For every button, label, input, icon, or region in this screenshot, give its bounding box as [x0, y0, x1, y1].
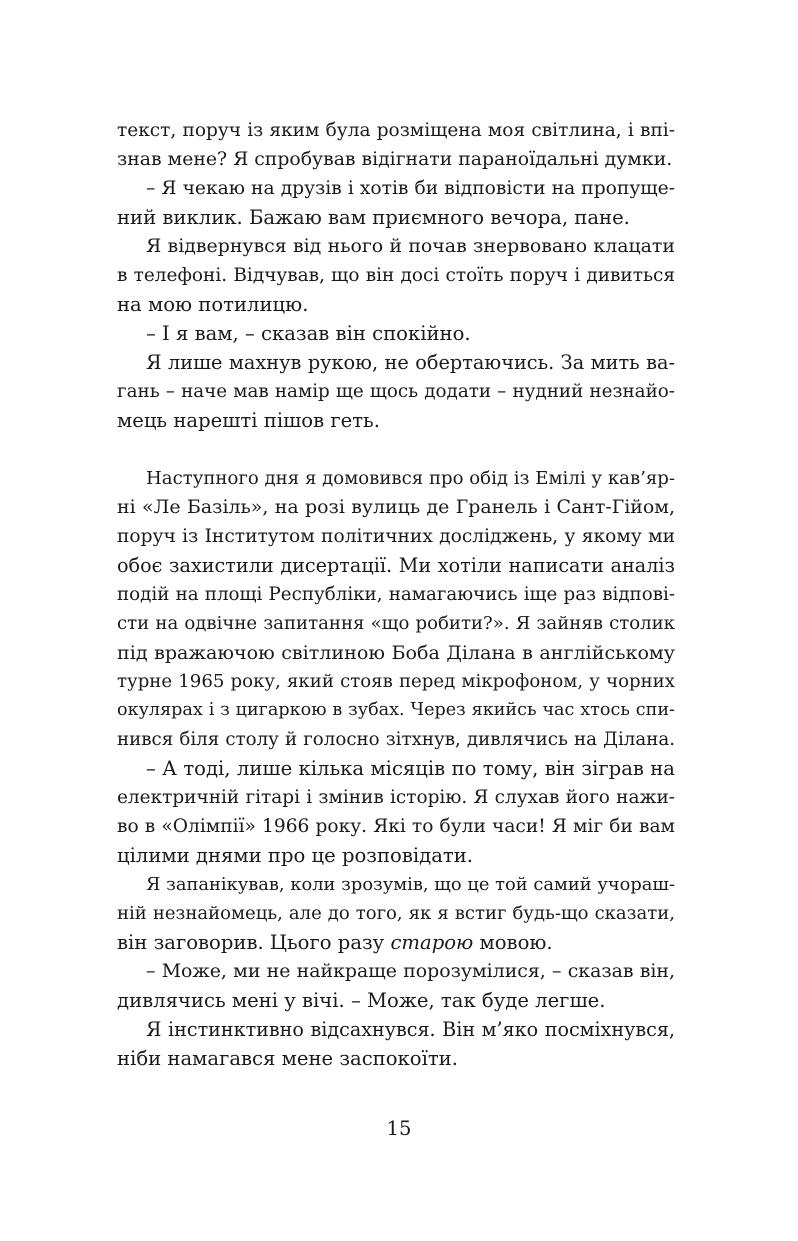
- text-run: турне 1965 року, який стояв перед мікрофоном, у чорних: [117, 671, 675, 692]
- text-run: Я інстинктивно відсахнувся. Він м’яко посміхнувся,: [146, 1018, 675, 1041]
- text-line: [117, 290, 675, 319]
- text-run: – І я вам, – сказав він спокійно.: [146, 322, 471, 345]
- italic-word: старою: [390, 931, 474, 954]
- text-run: електричній гітарі і змінив історію. Я слухав його нажи-: [117, 787, 675, 808]
- text-run: окулярах і з цигаркою в зубах. Через якийсь час хтось спи-: [117, 700, 675, 720]
- paragraph: [117, 870, 675, 957]
- paragraph: [117, 464, 675, 754]
- text-line: [117, 696, 675, 725]
- paragraph: [117, 174, 675, 232]
- text-run: – Я чекаю на друзів і хотів би відповісти на пропуще-: [146, 178, 675, 199]
- paragraph: [117, 1015, 675, 1073]
- text-line: [117, 377, 675, 406]
- text-run: во в «Олімпії» 1966 року. Які то були часи! Я міг би вам: [117, 816, 675, 837]
- paragraph: [117, 116, 675, 174]
- text-run: Я лише махнув рукою, не обертаючись. За мить ва-: [146, 351, 675, 374]
- text-run: Я відвернувся від нього й почав знервовано клацати: [146, 235, 675, 257]
- text-line: [117, 1044, 675, 1073]
- text-run: – Може, ми не найкраще порозумілися, – сказав він,: [146, 960, 675, 982]
- text-line: [117, 261, 675, 290]
- text-line: [117, 203, 675, 232]
- text-line: [117, 986, 675, 1015]
- paragraph: [117, 957, 675, 1015]
- text-line: [117, 1015, 675, 1044]
- text-run: він заговорив. Цього разу: [117, 931, 391, 954]
- text-line: [117, 580, 675, 609]
- text-line: [117, 145, 675, 174]
- text-run: текст, поруч із яким була розміщена моя світлина, і впі-: [117, 120, 675, 141]
- text-line: [117, 870, 675, 899]
- text-run: знав мене? Я спробував відігнати параноїдальні думки.: [117, 149, 673, 170]
- text-line: [117, 174, 675, 203]
- text-line: [117, 783, 675, 812]
- text-line: [117, 899, 675, 928]
- section-break: [117, 435, 675, 464]
- text-line: [117, 493, 675, 522]
- text-run: мовою.: [473, 931, 553, 954]
- text-run: дивлячись мені у вічі. – Може, так буде легше.: [117, 989, 606, 1012]
- text-run: подій на площі Республіки, намагаючись іще раз відпові-: [117, 584, 675, 605]
- text-line: [117, 754, 675, 783]
- text-line: [117, 522, 675, 551]
- text-line: [117, 841, 675, 870]
- text-line: [117, 116, 675, 145]
- text-run: сти на одвічне запитання «що робити?». Я зайняв столик: [117, 613, 675, 634]
- text-run: на мою потилицю.: [117, 293, 309, 316]
- page-number: 15: [386, 1117, 412, 1140]
- text-run: Я запанікував, коли зрозумів, що це той самий учораш-: [146, 874, 675, 895]
- paragraph: [117, 348, 675, 435]
- paragraph: [117, 319, 675, 348]
- text-run: Наступного дня я домовився про обід із Емілі у кав’яр-: [146, 468, 675, 489]
- paragraph: [117, 232, 675, 319]
- text-line: [117, 609, 675, 638]
- text-line: [117, 928, 675, 957]
- text-run: поруч із Інститутом політичних досліджень, у якому ми: [117, 526, 675, 547]
- page-body: [117, 116, 675, 1073]
- text-run: – А тоді, лише кілька місяців по тому, він зіграв на: [146, 757, 675, 780]
- text-run: ний виклик. Бажаю вам приємного вечора, пане.: [117, 206, 630, 229]
- text-run: під вражаючою світлиною Боба Ділана в англійському: [117, 641, 675, 664]
- text-run: нився біля столу й голосно зітхнув, дивлячись на Ділана.: [117, 729, 675, 750]
- text-run: в телефоні. Відчував, що він досі стоїть поруч і дивиться: [117, 265, 675, 286]
- text-line: [117, 957, 675, 986]
- text-run: гань – наче мав намір ще щось додати – нудний незнайо-: [117, 381, 675, 402]
- text-line: [117, 725, 675, 754]
- text-line: [117, 348, 675, 377]
- text-line: [117, 464, 675, 493]
- text-line: [117, 812, 675, 841]
- text-line: [117, 551, 675, 580]
- text-run: ніби намагався мене заспокоїти.: [117, 1047, 458, 1070]
- text-line: [117, 667, 675, 696]
- text-line: [117, 406, 675, 435]
- paragraph: [117, 754, 675, 870]
- text-line: [117, 232, 675, 261]
- text-line: [117, 638, 675, 667]
- text-run: мець нарешті пішов геть.: [117, 409, 380, 432]
- text-run: ні «Ле Базіль», на розі вулиць де Гранель і Сант-Гійом,: [117, 496, 675, 518]
- text-run: цілими днями про це розповідати.: [117, 844, 474, 867]
- text-line: [117, 319, 675, 348]
- text-run: ній незнайомець, але до того, як я встиг будь-що сказати,: [117, 903, 675, 924]
- text-run: обоє захистили дисертації. Ми хотіли написати аналіз: [117, 554, 675, 577]
